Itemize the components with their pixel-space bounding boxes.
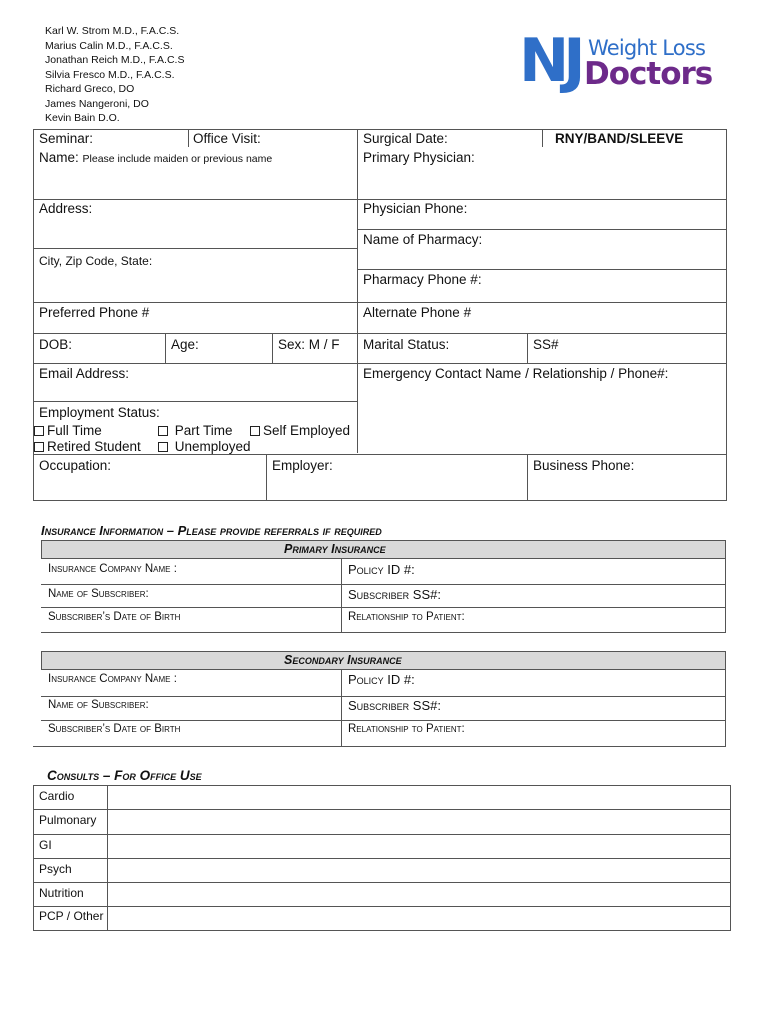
pharmacy-name-label: Name of Pharmacy: [363, 232, 483, 247]
consult-row-label: Nutrition [39, 886, 84, 900]
dob-label: DOB: [39, 337, 73, 352]
primary-physician-label: Primary Physician: [363, 150, 475, 165]
doctor-name: Karl W. Strom M.D., F.A.C.S. [45, 25, 180, 37]
name-label: Name: Please include maiden or previous name [39, 150, 273, 165]
doctor-name: Silvia Fresco M.D., F.A.C.S. [45, 68, 175, 81]
checkbox-icon[interactable] [34, 426, 44, 436]
primary-insurance-title: Primary Insurance [284, 542, 386, 556]
primary-policy-label: Policy ID #: [348, 562, 415, 577]
city-zip-state-label: City, Zip Code, State: [39, 254, 153, 268]
logo-doctors: Doctors [584, 56, 713, 92]
full-time-option[interactable]: Full Time [34, 423, 102, 438]
secondary-subscriber-label: Name of Subscriber: [48, 699, 149, 711]
unemployed-option[interactable]: Unemployed [158, 439, 251, 454]
physician-phone-label: Physician Phone: [363, 201, 468, 216]
consult-row-label: GI [39, 838, 52, 852]
consults-heading: Consults – For Office Use [47, 768, 202, 783]
secondary-policy-label: Policy ID #: [348, 672, 415, 687]
primary-relationship-label: Relationship to Patient: [348, 611, 465, 623]
employer-label: Employer: [272, 458, 333, 473]
occupation-label: Occupation: [39, 458, 112, 473]
procedure-label: RNY/BAND/SLEEVE [555, 131, 684, 146]
logo-nj: NJ [519, 26, 580, 96]
primary-subscriber-label: Name of Subscriber: [48, 588, 149, 600]
consult-row-label: Psych [39, 862, 72, 876]
secondary-dob-label: Subscriber’s Date of Birth [48, 723, 181, 735]
checkbox-icon[interactable] [250, 426, 260, 436]
doctor-name: Jonathan Reich M.D., F.A.C.S [45, 54, 185, 66]
logo-weight-loss: Weight Loss [588, 36, 706, 60]
alternate-phone-label: Alternate Phone # [363, 305, 472, 320]
ssn-label: SS# [533, 337, 559, 352]
doctor-name: Kevin Bain D.O. [45, 112, 120, 124]
secondary-subscriber-ss-label: Subscriber SS#: [348, 698, 441, 713]
doctor-name: Richard Greco, DO [45, 83, 135, 95]
checkbox-icon[interactable] [158, 426, 168, 436]
email-label: Email Address: [39, 366, 130, 381]
secondary-insurance-title: Secondary Insurance [284, 653, 402, 667]
doctor-list [45, 24, 184, 126]
address-label: Address: [39, 201, 93, 216]
consult-row-label: PCP / Other [39, 909, 104, 923]
surgical-date-label: Surgical Date: [363, 131, 448, 146]
sex-label: Sex: M / F [278, 337, 340, 352]
consult-row-label: Cardio [39, 789, 75, 803]
employment-status-label: Employment Status: [39, 405, 160, 420]
part-time-option[interactable]: Part Time [158, 423, 233, 438]
marital-status-label: Marital Status: [363, 337, 450, 352]
business-phone-label: Business Phone: [533, 458, 635, 473]
pharmacy-phone-label: Pharmacy Phone #: [363, 272, 482, 287]
secondary-company-label: Insurance Company Name : [48, 673, 177, 685]
nj-weight-loss-doctors-logo [519, 26, 719, 98]
self-employed-option[interactable]: Self Employed [250, 423, 350, 438]
consult-row-label: Pulmonary [39, 813, 97, 827]
primary-dob-label: Subscriber’s Date of Birth [48, 611, 181, 623]
secondary-relationship-label: Relationship to Patient: [348, 723, 465, 735]
checkbox-icon[interactable] [158, 442, 168, 452]
primary-subscriber-ss-label: Subscriber SS#: [348, 587, 441, 602]
office-visit-label: Office Visit: [193, 131, 261, 146]
checkbox-icon[interactable] [34, 442, 44, 452]
emergency-contact-label: Emergency Contact Name / Relationship / Phone#: [363, 366, 669, 381]
doctor-name: Marius Calin M.D., F.A.C.S. [45, 39, 173, 52]
doctor-name: James Nangeroni, DO [45, 97, 149, 110]
primary-company-label: Insurance Company Name : [48, 563, 177, 575]
name-hint: Please include maiden or previous name [82, 153, 273, 165]
seminar-label: Seminar: [39, 131, 94, 146]
preferred-phone-label: Preferred Phone # [39, 305, 150, 320]
insurance-heading: Insurance Information – Please provide referrals if required [41, 523, 382, 538]
retired-student-option[interactable]: Retired Student [34, 439, 141, 454]
age-label: Age: [171, 337, 199, 352]
